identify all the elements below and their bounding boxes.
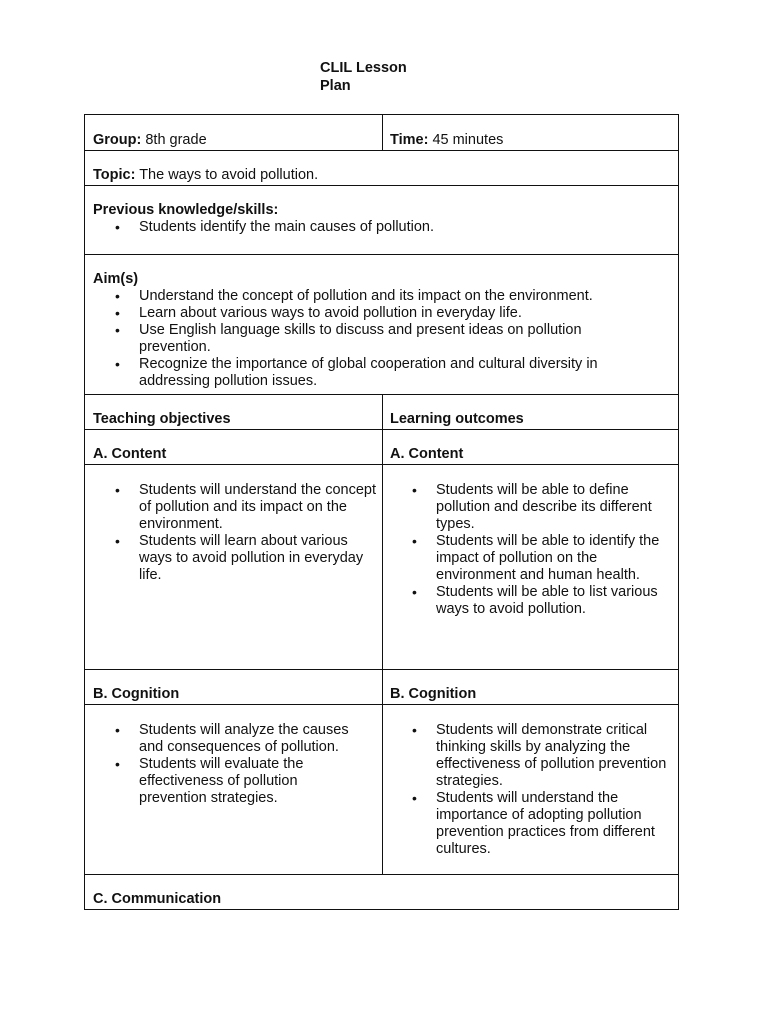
list-item: • Use English language skills to discuss and present ideas on pollution prevention. <box>93 322 673 356</box>
content-label-right: A. Content <box>390 446 464 462</box>
teaching-objectives-header: Teaching objectives <box>93 411 231 427</box>
title-line-1: CLIL Lesson <box>320 60 407 76</box>
previous-knowledge-cell <box>93 202 673 236</box>
learning-outcomes-header: Learning outcomes <box>390 411 524 427</box>
list-item: • Students will evaluate the effectiveness of pollution prevention strategies. <box>93 756 378 807</box>
aims-cell <box>93 271 673 390</box>
cognition-learning-list <box>390 722 675 858</box>
content-learning-cell <box>390 482 675 618</box>
list-item: • Students identify the main causes of pollution. <box>93 219 673 236</box>
list-item: • Recognize the importance of global cooperation and cultural diversity in addressing pollution issues. <box>93 356 673 390</box>
time-cell <box>390 132 675 149</box>
title-line-2: Plan <box>320 78 351 94</box>
row-divider <box>85 254 678 255</box>
cognition-label-left: B. Cognition <box>93 686 180 702</box>
list-item: • Students will analyze the causes and consequences of pollution. <box>93 722 378 756</box>
list-item: • Learn about various ways to avoid pollution in everyday life. <box>93 305 673 322</box>
cognition-label-right: B. Cognition <box>390 686 477 702</box>
group-label: Group: <box>93 132 142 148</box>
row-divider <box>85 150 678 151</box>
list-item: • Students will understand the importance of adopting pollution prevention practices from different cultures. <box>390 790 675 858</box>
column-divider <box>382 394 383 874</box>
list-item: • Understand the concept of pollution and its impact on the environment. <box>93 288 673 305</box>
topic-value: The ways to avoid pollution. <box>135 167 319 183</box>
content-teaching-list <box>93 482 378 584</box>
row-divider <box>85 874 678 875</box>
content-label-left: A. Content <box>93 446 167 462</box>
time-value: 45 minutes <box>428 132 504 148</box>
document-title <box>320 59 407 95</box>
group-cell <box>93 132 378 149</box>
list-item: • Students will understand the concept of pollution and its impact on the environment. <box>93 482 378 533</box>
content-teaching-cell <box>93 482 378 584</box>
cognition-learning-cell <box>390 722 675 858</box>
previous-knowledge-list <box>93 219 673 236</box>
list-item: • Students will be able to list various ways to avoid pollution. <box>390 584 675 618</box>
communication-label: C. Communication <box>93 891 222 907</box>
topic-cell <box>93 167 673 184</box>
list-item: • Students will be able to define pollution and describe its different types. <box>390 482 675 533</box>
aims-label: Aim(s) <box>93 271 139 287</box>
previous-knowledge-label: Previous knowledge/skills: <box>93 202 279 218</box>
cognition-teaching-list <box>93 722 378 807</box>
lesson-plan-table <box>84 114 679 910</box>
column-divider <box>382 115 383 150</box>
time-label: Time: <box>390 132 429 148</box>
content-learning-list <box>390 482 675 618</box>
row-divider <box>85 185 678 186</box>
cognition-teaching-cell <box>93 722 378 807</box>
list-item: • Students will learn about various ways to avoid pollution in everyday life. <box>93 533 378 584</box>
group-value: 8th grade <box>141 132 207 148</box>
list-item: • Students will demonstrate critical thinking skills by analyzing the effectiveness of pollution prevention strategies. <box>390 722 675 790</box>
list-item: • Students will be able to identify the impact of pollution on the environment and human health. <box>390 533 675 584</box>
aims-list <box>93 288 673 390</box>
topic-label: Topic: <box>93 167 136 183</box>
